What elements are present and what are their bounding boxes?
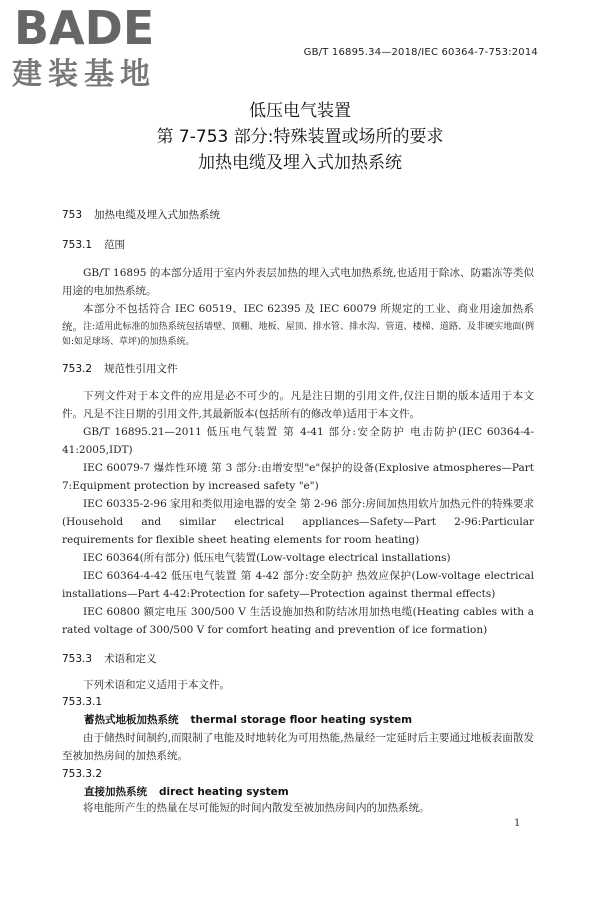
section-title: 术语和定义 <box>104 653 157 665</box>
section-7532-heading <box>62 362 178 376</box>
section-number: 753 <box>62 209 83 221</box>
brand-logo-cn: 建装基地 <box>12 57 156 92</box>
normative-ref: IEC 60335-2-96 家用和类似用途电器的安全 第 2-96 部分:房间加热用软片加热元件的特殊要求(Household and similar electrical appliances—Safety—Part 2-96:Particular requirements for flexible sheet heating elements for room heating) <box>62 498 534 546</box>
term-cn: 蓄热式地板加热系统 <box>84 714 179 726</box>
scope-paragraph-2: 本部分不包括符合 IEC 60519、IEC 62395 及 IEC 60079 所规定的工业、商业用途加热系统。 <box>62 303 534 333</box>
document-title-line1: 低压电气装置 <box>249 101 351 121</box>
page-number: 1 <box>514 818 521 829</box>
term-en: thermal storage floor heating system <box>190 714 413 726</box>
normative-ref: GB/T 16895.21—2011 低压电气装置 第 4-41 部分:安全防护 电击防护(IEC 60364-4-41:2005,IDT) <box>62 426 534 456</box>
normative-ref: IEC 60079-7 爆炸性环境 第 3 部分:由增安型"e"保护的设备(Explosive atmospheres—Part 7:Equipment protection by increased safety "e") <box>62 462 534 492</box>
term-heading <box>84 712 412 727</box>
normative-ref: IEC 60364-4-42 低压电气装置 第 4-42 部分:安全防护 热效应保护(Low-voltage electrical installations—Part 4-42:Protection for safety—Protection against thermal effects) <box>62 570 534 600</box>
normative-ref: IEC 60800 额定电压 300/500 V 生活设施加热和防结冰用加热电缆(Heating cables with a rated voltage of 300/500 V for comfort heating and prevention of ice formation) <box>62 606 534 636</box>
normative-intro: 下列文件对于本文件的应用是必不可少的。凡是注日期的引用文件,仅注日期的版本适用于本文件。凡是不注日期的引用文件,其最新版本(包括所有的修改单)适用于本文件。 <box>62 390 534 420</box>
section-7533-heading <box>62 652 157 666</box>
section-number: 753.3 <box>62 653 93 665</box>
normative-ref: IEC 60364(所有部分) 低压电气装置(Low-voltage electrical installations) <box>83 552 451 564</box>
term-number: 753.3.2 <box>62 768 103 780</box>
scope-paragraph-1: GB/T 16895 的本部分适用于室内外表层加热的埋入式电加热系统,也适用于除冰、防霜冻等类似用途的电加热系统。 <box>62 267 534 297</box>
scope-note: 注:适用此标准的加热系统包括墙壁、顶棚、地板、屋顶、排水管、排水沟、管道、楼梯、道路、及非硬实地面(例如:如足球场、草坪)的加热系统。 <box>62 322 534 347</box>
term-heading <box>84 784 289 799</box>
brand-logo: BADE <box>14 1 155 55</box>
term-en: direct heating system <box>159 786 289 798</box>
standard-number: GB/T 16895.34—2018/IEC 60364-7-753:2014 <box>303 47 538 58</box>
section-7531-heading <box>62 238 125 252</box>
term-number: 753.3.1 <box>62 696 103 708</box>
term-definition: 将电能所产生的热量在尽可能短的时间内散发至被加热房间内的加热系统。 <box>83 802 430 814</box>
section-title: 范围 <box>104 239 126 251</box>
section-number: 753.2 <box>62 363 93 375</box>
section-753-heading <box>62 208 220 222</box>
section-title: 加热电缆及埋入式加热系统 <box>94 209 221 221</box>
section-number: 753.1 <box>62 239 93 251</box>
document-title-line2: 第 7-753 部分:特殊装置或场所的要求 <box>156 127 444 147</box>
document-title-line3: 加热电缆及埋入式加热系统 <box>198 153 402 173</box>
term-definition: 由于储热时间制约,而限制了电能及时地转化为可用热能,热量经一定延时后主要通过地板表面散发至被加热房间的加热系统。 <box>62 732 534 762</box>
terms-intro: 下列术语和定义适用于本文件。 <box>83 679 230 691</box>
term-cn: 直接加热系统 <box>84 786 147 798</box>
section-title: 规范性引用文件 <box>104 363 178 375</box>
